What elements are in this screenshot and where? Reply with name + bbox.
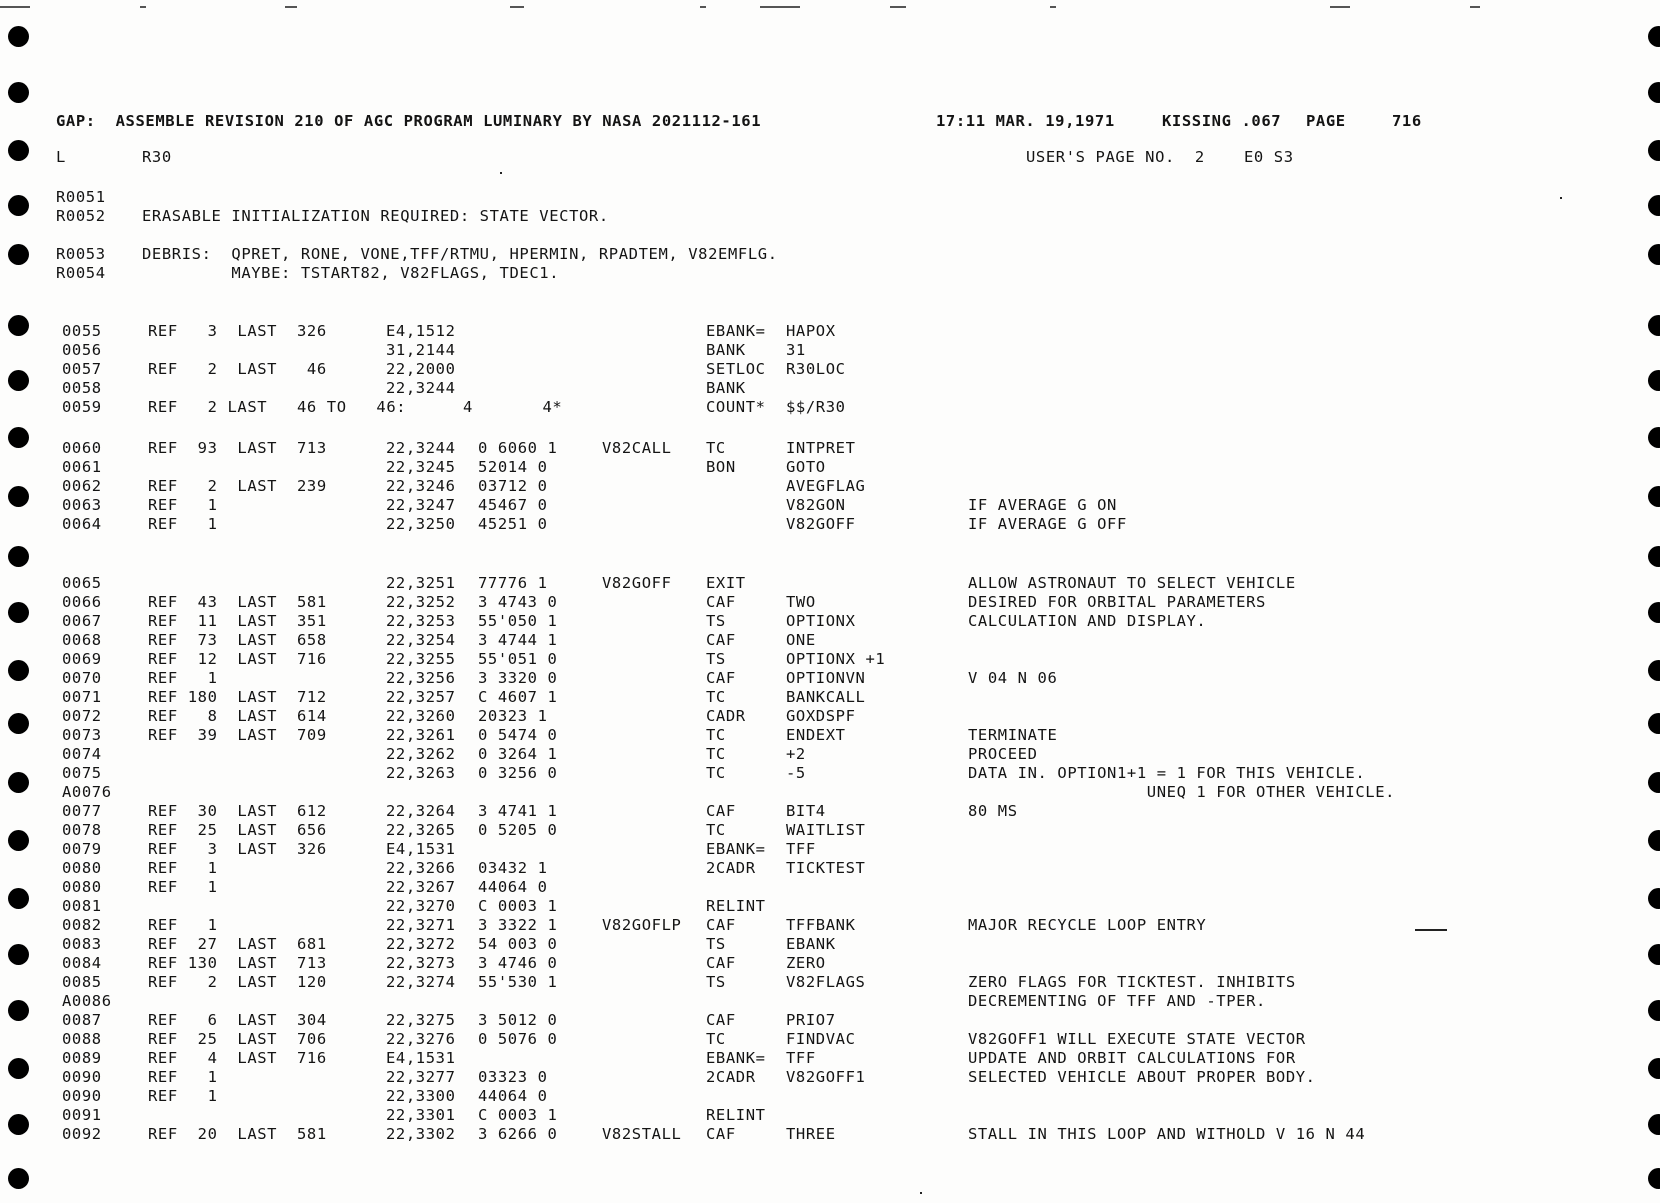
opcode: TC [706, 821, 726, 839]
octal-word: 55'051 0 [478, 650, 558, 668]
line-number: 0079 [62, 840, 102, 858]
address: 22,3263 [386, 764, 456, 782]
line-number: 0068 [62, 631, 102, 649]
feed-hole [8, 427, 29, 448]
feed-hole [1648, 830, 1660, 851]
operand: TICKTEST [786, 859, 866, 877]
feed-hole [8, 195, 29, 216]
feed-hole [8, 370, 29, 391]
comment-text: MAYBE: TSTART82, V82FLAGS, TDEC1. [142, 264, 560, 282]
opcode: CADR [706, 707, 746, 725]
feed-hole [1648, 660, 1660, 681]
feed-hole [8, 315, 29, 336]
octal-word: 3 5012 0 [478, 1011, 558, 1029]
line-number: 0074 [62, 745, 102, 763]
line-number: R0054 [56, 264, 106, 282]
feed-hole [1648, 1114, 1660, 1135]
reference-info: REF 2 LAST 120 [148, 973, 327, 991]
address: 22,3265 [386, 821, 456, 839]
octal-word: 55'530 1 [478, 973, 558, 991]
octal-word: 0 3264 1 [478, 745, 558, 763]
operand: ENDEXT [786, 726, 846, 744]
line-number: R0052 [56, 207, 106, 225]
feed-hole [8, 1114, 29, 1135]
line-number: 0072 [62, 707, 102, 725]
comment-text: 80 MS [968, 802, 1018, 820]
address: 22,3244 [386, 379, 456, 397]
listing-subheader [56, 148, 1294, 167]
symbol-label: V82STALL [602, 1125, 682, 1143]
opcode: CAF [706, 1011, 736, 1029]
opcode: RELINT [706, 1106, 766, 1124]
opcode: CAF [706, 593, 736, 611]
comment-text: ALLOW ASTRONAUT TO SELECT VEHICLE [968, 574, 1296, 592]
comment-text: DATA IN. OPTION1+1 = 1 FOR THIS VEHICLE. [968, 764, 1366, 782]
address: 22,3264 [386, 802, 456, 820]
address: 22,3255 [386, 650, 456, 668]
octal-word: 3 4746 0 [478, 954, 558, 972]
operand: V82GOFF1 [786, 1068, 866, 1086]
line-number: 0081 [62, 897, 102, 915]
address: 22,3251 [386, 574, 456, 592]
octal-word: 0 5205 0 [478, 821, 558, 839]
feed-hole [1648, 1000, 1660, 1021]
address: 22,3272 [386, 935, 456, 953]
octal-word: 44064 0 [478, 1087, 548, 1105]
octal-word: 20323 1 [478, 707, 548, 725]
address: 22,3262 [386, 745, 456, 763]
operand: OPTIONX [786, 612, 856, 630]
reference-info: REF 1 [148, 916, 218, 934]
print-datetime: 17:11 MAR. 19,1971 [936, 112, 1115, 130]
opcode: 2CADR [706, 1068, 756, 1086]
reference-info: REF 1 [148, 1068, 218, 1086]
octal-word: C 0003 1 [478, 897, 558, 915]
operand: EBANK [786, 935, 836, 953]
address: 22,3250 [386, 515, 456, 533]
operand: $$/R30 [786, 398, 846, 416]
opcode: TC [706, 688, 726, 706]
reference-info: REF 73 LAST 658 [148, 631, 327, 649]
listing-code: E0 S3 [1244, 148, 1294, 166]
stray-mark [500, 172, 502, 174]
comment-text: MAJOR RECYCLE LOOP ENTRY [968, 916, 1207, 934]
feed-hole [8, 660, 29, 681]
operand: BIT4 [786, 802, 826, 820]
line-number: 0080 [62, 878, 102, 896]
opcode: BANK [706, 341, 746, 359]
feed-hole [8, 82, 29, 103]
address: 22,2000 [386, 360, 456, 378]
address: 22,3246 [386, 477, 456, 495]
opcode: BON [706, 458, 736, 476]
opcode: SETLOC [706, 360, 766, 378]
reference-info: REF 27 LAST 681 [148, 935, 327, 953]
address: 22,3244 [386, 439, 456, 457]
operand: TFF [786, 840, 816, 858]
reference-info: REF 1 [148, 515, 218, 533]
opcode: TC [706, 764, 726, 782]
feed-hole [8, 888, 29, 909]
reference-info: REF 3 LAST 326 [148, 840, 327, 858]
reference-info: REF 39 LAST 709 [148, 726, 327, 744]
assembly-title: GAP: ASSEMBLE REVISION 210 OF AGC PROGRAM LUMINARY BY NASA 2021112-161 [56, 112, 762, 130]
octal-word: 03712 0 [478, 477, 548, 495]
operand: ZERO [786, 954, 826, 972]
address: 22,3253 [386, 612, 456, 630]
reference-info: REF 25 LAST 706 [148, 1030, 327, 1048]
operand: GOTO [786, 458, 826, 476]
line-number: 0055 [62, 322, 102, 340]
operand: TWO [786, 593, 816, 611]
symbol-label: V82GOFF [602, 574, 672, 592]
operand: V82GOFF [786, 515, 856, 533]
line-number: 0062 [62, 477, 102, 495]
opcode: TS [706, 650, 726, 668]
feed-hole [8, 546, 29, 567]
comment-text: STALL IN THIS LOOP AND WITHOLD V 16 N 44 [968, 1125, 1366, 1143]
opcode: CAF [706, 669, 736, 687]
line-number: 0071 [62, 688, 102, 706]
octal-word: 3 3322 1 [478, 916, 558, 934]
comment-text: CALCULATION AND DISPLAY. [968, 612, 1207, 630]
reference-info: REF 1 [148, 859, 218, 877]
line-number: 0075 [62, 764, 102, 782]
reference-info: REF 2 LAST 46 TO 46: [148, 398, 407, 416]
opcode: EBANK= [706, 322, 766, 340]
feed-hole [1648, 140, 1660, 161]
line-number: 0060 [62, 439, 102, 457]
line-number: R0051 [56, 188, 106, 206]
octal-word: 54 003 0 [478, 935, 558, 953]
feed-hole [8, 772, 29, 793]
line-number: 0089 [62, 1049, 102, 1067]
opcode: BANK [706, 379, 746, 397]
operand: R30LOC [786, 360, 846, 378]
opcode: TC [706, 726, 726, 744]
comment-text: TERMINATE [968, 726, 1058, 744]
page-label: PAGE [1306, 112, 1346, 130]
feed-hole [1648, 602, 1660, 623]
address: 31,2144 [386, 341, 456, 359]
address: E4,1512 [386, 322, 456, 340]
feed-hole [1648, 486, 1660, 507]
stray-mark [920, 1192, 922, 1194]
line-number: 0083 [62, 935, 102, 953]
tear-edge [0, 0, 1660, 12]
reference-info: REF 130 LAST 713 [148, 954, 327, 972]
operand: OPTIONX +1 [786, 650, 886, 668]
octal-word: 0 5076 0 [478, 1030, 558, 1048]
feed-hole [1648, 888, 1660, 909]
operand: GOXDSPF [786, 707, 856, 725]
users-page-number: USER'S PAGE NO. 2 [1026, 148, 1205, 166]
reference-info: REF 3 LAST 326 [148, 322, 327, 340]
operand: FINDVAC [786, 1030, 856, 1048]
operand: AVEGFLAG [786, 477, 866, 495]
reference-info: REF 8 LAST 614 [148, 707, 327, 725]
reference-info: REF 25 LAST 656 [148, 821, 327, 839]
opcode: TC [706, 439, 726, 457]
operand: INTPRET [786, 439, 856, 457]
address: 22,3245 [386, 458, 456, 476]
address: 22,3275 [386, 1011, 456, 1029]
line-number: 0056 [62, 341, 102, 359]
feed-hole [1648, 26, 1660, 47]
line-number: 0057 [62, 360, 102, 378]
line-number: 0092 [62, 1125, 102, 1143]
opcode: TS [706, 612, 726, 630]
address: 22,3277 [386, 1068, 456, 1086]
symbol-label: V82CALL [602, 439, 672, 457]
feed-hole [1648, 944, 1660, 965]
address: 22,3257 [386, 688, 456, 706]
line-number: 0077 [62, 802, 102, 820]
address: 22,3256 [386, 669, 456, 687]
comment-text: DEBRIS: QPRET, RONE, VONE,TFF/RTMU, HPERMIN, RPADTEM, V82EMFLG. [142, 245, 778, 263]
comment-text: UNEQ 1 FOR OTHER VEHICLE. [968, 783, 1396, 801]
opcode: CAF [706, 916, 736, 934]
octal-word: 4 4* [463, 398, 563, 416]
operand: HAPOX [786, 322, 836, 340]
feed-hole [1648, 1058, 1660, 1079]
operand: TFF [786, 1049, 816, 1067]
operand: V82GON [786, 496, 846, 514]
comment-text: IF AVERAGE G OFF [968, 515, 1127, 533]
octal-word: 3 4741 1 [478, 802, 558, 820]
reference-info: REF 43 LAST 581 [148, 593, 327, 611]
routine-name: R30 [142, 148, 172, 166]
opcode: TC [706, 1030, 726, 1048]
feed-hole [1648, 546, 1660, 567]
reference-info: REF 12 LAST 716 [148, 650, 327, 668]
opcode: TS [706, 973, 726, 991]
address: 22,3301 [386, 1106, 456, 1124]
operand: TFFBANK [786, 916, 856, 934]
opcode: RELINT [706, 897, 766, 915]
address: 22,3266 [386, 859, 456, 877]
feed-hole [8, 1168, 29, 1189]
operand: PRIO7 [786, 1011, 836, 1029]
reference-info: REF 1 [148, 669, 218, 687]
line-number: 0082 [62, 916, 102, 934]
octal-word: 3 4744 1 [478, 631, 558, 649]
line-number: 0065 [62, 574, 102, 592]
reference-info: REF 1 [148, 878, 218, 896]
line-number: 0069 [62, 650, 102, 668]
line-number: 0061 [62, 458, 102, 476]
line-number: 0090 [62, 1087, 102, 1105]
address: 22,3252 [386, 593, 456, 611]
page-number: 716 [1392, 112, 1422, 130]
operand: OPTIONVN [786, 669, 866, 687]
operand: WAITLIST [786, 821, 866, 839]
octal-word: 45467 0 [478, 496, 548, 514]
octal-word: 0 6060 1 [478, 439, 558, 457]
octal-word: 3 6266 0 [478, 1125, 558, 1143]
symbol-label: V82GOFLP [602, 916, 682, 934]
opcode: TC [706, 745, 726, 763]
line-number: 0058 [62, 379, 102, 397]
operand: V82FLAGS [786, 973, 866, 991]
reference-info: REF 1 [148, 496, 218, 514]
feed-hole [8, 713, 29, 734]
address: E4,1531 [386, 1049, 456, 1067]
opcode: 2CADR [706, 859, 756, 877]
operand: 31 [786, 341, 806, 359]
octal-word: 45251 0 [478, 515, 548, 533]
operand: BANKCALL [786, 688, 866, 706]
feed-hole [8, 830, 29, 851]
line-number: 0090 [62, 1068, 102, 1086]
operator-id: KISSING .067 [1162, 112, 1282, 130]
octal-word: 77776 1 [478, 574, 548, 592]
line-number: 0067 [62, 612, 102, 630]
operand: ONE [786, 631, 816, 649]
feed-hole [8, 244, 29, 265]
octal-word: 3 4743 0 [478, 593, 558, 611]
opcode: CAF [706, 1125, 736, 1143]
listing-header [56, 112, 1422, 131]
address: 22,3254 [386, 631, 456, 649]
octal-word: C 0003 1 [478, 1106, 558, 1124]
address: 22,3276 [386, 1030, 456, 1048]
reference-info: REF 30 LAST 612 [148, 802, 327, 820]
feed-hole [1648, 82, 1660, 103]
opcode: TS [706, 935, 726, 953]
line-number: 0063 [62, 496, 102, 514]
comment-text: DESIRED FOR ORBITAL PARAMETERS [968, 593, 1266, 611]
feed-hole [8, 140, 29, 161]
feed-hole [1648, 772, 1660, 793]
feed-hole [8, 1000, 29, 1021]
opcode: CAF [706, 631, 736, 649]
address: 22,3300 [386, 1087, 456, 1105]
line-number: 0087 [62, 1011, 102, 1029]
reference-info: REF 2 LAST 46 [148, 360, 327, 378]
reference-info: REF 180 LAST 712 [148, 688, 327, 706]
comment-text: ZERO FLAGS FOR TICKTEST. INHIBITS [968, 973, 1296, 991]
reference-info: REF 6 LAST 304 [148, 1011, 327, 1029]
feed-hole [8, 26, 29, 47]
address: 22,3273 [386, 954, 456, 972]
comment-text: DECREMENTING OF TFF AND -TPER. [968, 992, 1266, 1010]
feed-hole [1648, 244, 1660, 265]
comment-text: UPDATE AND ORBIT CALCULATIONS FOR [968, 1049, 1296, 1067]
address: 22,3261 [386, 726, 456, 744]
reference-info: REF 1 [148, 1087, 218, 1105]
feed-hole [1648, 427, 1660, 448]
opcode: CAF [706, 954, 736, 972]
reference-info: REF 20 LAST 581 [148, 1125, 327, 1143]
line-number: 0078 [62, 821, 102, 839]
octal-word: C 4607 1 [478, 688, 558, 706]
address: 22,3267 [386, 878, 456, 896]
line-number: 0080 [62, 859, 102, 877]
octal-word: 0 5474 0 [478, 726, 558, 744]
feed-hole [8, 1058, 29, 1079]
octal-word: 44064 0 [478, 878, 548, 896]
comment-text: PROCEED [968, 745, 1038, 763]
line-number: A0086 [62, 992, 112, 1010]
comment-text: SELECTED VEHICLE ABOUT PROPER BODY. [968, 1068, 1316, 1086]
operand: -5 [786, 764, 806, 782]
opcode: COUNT* [706, 398, 766, 416]
octal-word: 03432 1 [478, 859, 548, 877]
octal-word: 0 3256 0 [478, 764, 558, 782]
line-number: 0073 [62, 726, 102, 744]
line-number: 0064 [62, 515, 102, 533]
octal-word: 52014 0 [478, 458, 548, 476]
operand: THREE [786, 1125, 836, 1143]
feed-hole [8, 602, 29, 623]
address: E4,1531 [386, 840, 456, 858]
feed-hole [8, 944, 29, 965]
comment-text: ERASABLE INITIALIZATION REQUIRED: STATE VECTOR. [142, 207, 609, 225]
feed-hole [1648, 1168, 1660, 1189]
line-number: R0053 [56, 245, 106, 263]
feed-hole [8, 486, 29, 507]
octal-word: 55'050 1 [478, 612, 558, 630]
operand: +2 [786, 745, 806, 763]
reference-info: REF 11 LAST 351 [148, 612, 327, 630]
opcode: EBANK= [706, 840, 766, 858]
feed-hole [1648, 315, 1660, 336]
line-number: 0066 [62, 593, 102, 611]
feed-hole [1648, 713, 1660, 734]
reference-info: REF 2 LAST 239 [148, 477, 327, 495]
comment-text: IF AVERAGE G ON [968, 496, 1117, 514]
address: 22,3274 [386, 973, 456, 991]
line-number: 0070 [62, 669, 102, 687]
address: 22,3247 [386, 496, 456, 514]
feed-hole [1648, 370, 1660, 391]
line-number: A0076 [62, 783, 112, 801]
line-number: 0059 [62, 398, 102, 416]
octal-word: 03323 0 [478, 1068, 548, 1086]
opcode: CAF [706, 802, 736, 820]
feed-hole [1648, 195, 1660, 216]
reference-info: REF 93 LAST 713 [148, 439, 327, 457]
octal-word: 3 3320 0 [478, 669, 558, 687]
address: 22,3302 [386, 1125, 456, 1143]
line-number: 0085 [62, 973, 102, 991]
line-number: 0091 [62, 1106, 102, 1124]
opcode: EXIT [706, 574, 746, 592]
reference-info: REF 4 LAST 716 [148, 1049, 327, 1067]
listing-flag: L [56, 148, 66, 166]
address: 22,3270 [386, 897, 456, 915]
stray-mark [1560, 197, 1562, 199]
comment-text: V 04 N 06 [968, 669, 1058, 687]
line-number: 0084 [62, 954, 102, 972]
comment-text: V82GOFF1 WILL EXECUTE STATE VECTOR [968, 1030, 1306, 1048]
address: 22,3260 [386, 707, 456, 725]
line-number: 0088 [62, 1030, 102, 1048]
opcode: EBANK= [706, 1049, 766, 1067]
address: 22,3271 [386, 916, 456, 934]
stray-mark [1415, 929, 1447, 931]
